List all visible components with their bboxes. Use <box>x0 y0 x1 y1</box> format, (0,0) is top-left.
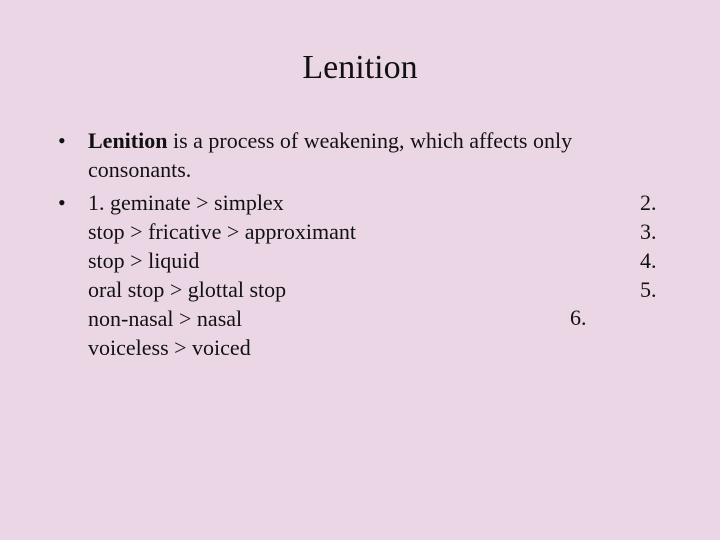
bullet-1-line-1 <box>88 126 572 155</box>
right-number-column <box>640 188 657 304</box>
bullet-1-line-2: consonants. <box>88 157 192 182</box>
number-4: 4. <box>640 248 657 273</box>
bold-term: Lenition <box>88 128 168 153</box>
number-6: 6. <box>570 305 587 330</box>
list-line-6: voiceless > voiced <box>88 335 251 360</box>
list-line-3: stop > liquid <box>88 248 200 273</box>
number-3: 3. <box>640 219 657 244</box>
list-line-2: stop > fricative > approximant <box>88 219 356 244</box>
list-line-1: 1. geminate > simplex <box>88 190 284 215</box>
bullet-marker-2: • <box>58 190 66 215</box>
list-line-5: non-nasal > nasal <box>88 306 243 331</box>
list-line-4: oral stop > glottal stop <box>88 277 287 302</box>
bullet-1-text: is a process of weakening, which affects only <box>167 128 573 153</box>
slide-title: Lenition <box>302 49 418 86</box>
bullet-marker-1: • <box>58 128 66 153</box>
number-5: 5. <box>640 277 657 302</box>
number-2: 2. <box>640 190 657 215</box>
